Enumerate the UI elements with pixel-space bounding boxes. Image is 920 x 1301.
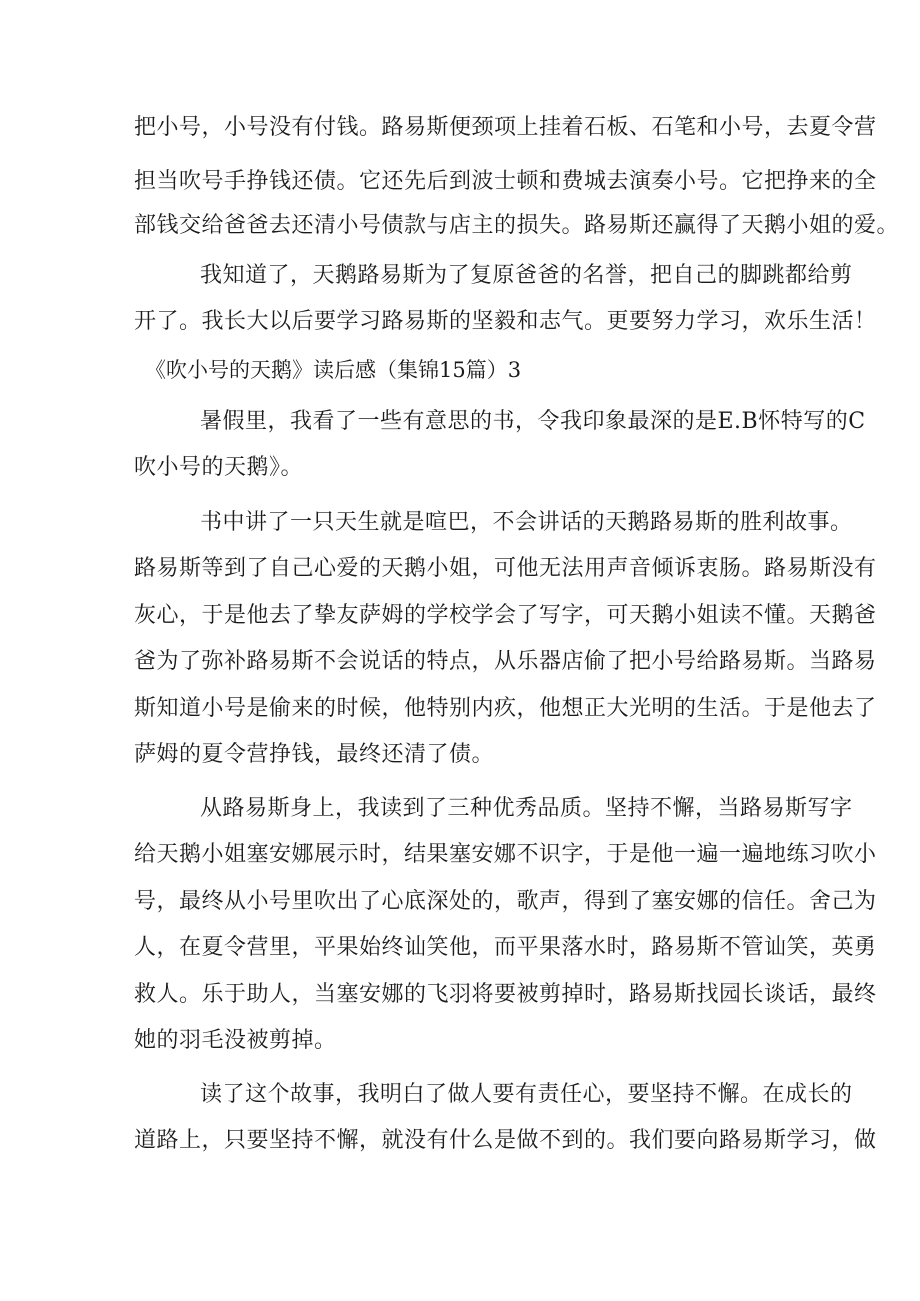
text-line: 斯知道小号是偷来的时候，他特别内疚，他想正大光明的生活。于是他去了 xyxy=(134,696,877,721)
text-line: 部钱交给爸爸去还清小号债款与店主的损失。路易斯还赢得了天鹅小姐的爱。 xyxy=(134,213,900,238)
text-line: 萨姆的夏令营挣钱，最终还清了债。 xyxy=(134,742,495,767)
text-line: 号，最终从小号里吹出了心底深处的，歌声，得到了塞安娜的信任。舍己为 xyxy=(134,889,877,914)
paragraph-first-line: 我知道了，天鹅路易斯为了复原爸爸的名誉，把自己的脚跳都给剪 xyxy=(200,263,853,288)
text-line: 道路上，只要坚持不懈，就没有什么是做不到的。我们要向路易斯学习，做 xyxy=(134,1128,877,1153)
text-line: 担当吹号手挣钱还债。它还先后到波士顿和费城去演奏小号。它把挣来的全 xyxy=(134,169,877,194)
text-line: 给天鹅小姐塞安娜展示时，结果塞安娜不识字，于是他一遍一遍地练习吹小 xyxy=(134,842,877,867)
text-line: 路易斯等到了自己心爱的天鹅小姐，可他无法用声音倾诉衷肠。路易斯没有 xyxy=(134,556,877,581)
text-line: 人，在夏令营里，平果始终讪笑他，而平果落水时，路易斯不管讪笑，英勇 xyxy=(134,935,877,960)
text-line: 爸为了弥补路易斯不会说话的特点，从乐器店偷了把小号给路易斯。当路易 xyxy=(134,649,877,674)
section-heading: 《吹小号的天鹅》读后感（集锦15篇）3 xyxy=(145,358,522,382)
paragraph-first-line: 书中讲了一只天生就是喧巴，不会讲话的天鹅路易斯的胜利故事。 xyxy=(200,510,853,535)
paragraph-first-line: 从路易斯身上，我读到了三种优秀品质。坚持不懈，当路易斯写字 xyxy=(200,796,853,821)
text-line: 吹小号的天鹅》。 xyxy=(134,455,304,480)
paragraph-first-line: 读了这个故事，我明白了做人要有责任心，要坚持不懈。在成长的 xyxy=(200,1082,853,1107)
text-line: 救人。乐于助人，当塞安娜的飞羽将要被剪掉时，路易斯找园长谈话，最终 xyxy=(134,982,877,1007)
text-line: 灰心，于是他去了挚友萨姆的学校学会了写字，可天鹅小姐读不懂。天鹅爸 xyxy=(134,603,877,628)
text-line: 她的羽毛没被剪掉。 xyxy=(134,1028,337,1053)
text-line: 把小号，小号没有付钱。路易斯便颈项上挂着石板、石笔和小号，去夏令营 xyxy=(134,115,877,140)
text-line: 开了。我长大以后要学习路易斯的坚毅和志气。更要努力学习，欢乐生活！ xyxy=(134,309,877,334)
paragraph-first-line: 暑假里，我看了一些有意思的书，令我印象最深的是E.B怀特写的C xyxy=(200,409,866,434)
